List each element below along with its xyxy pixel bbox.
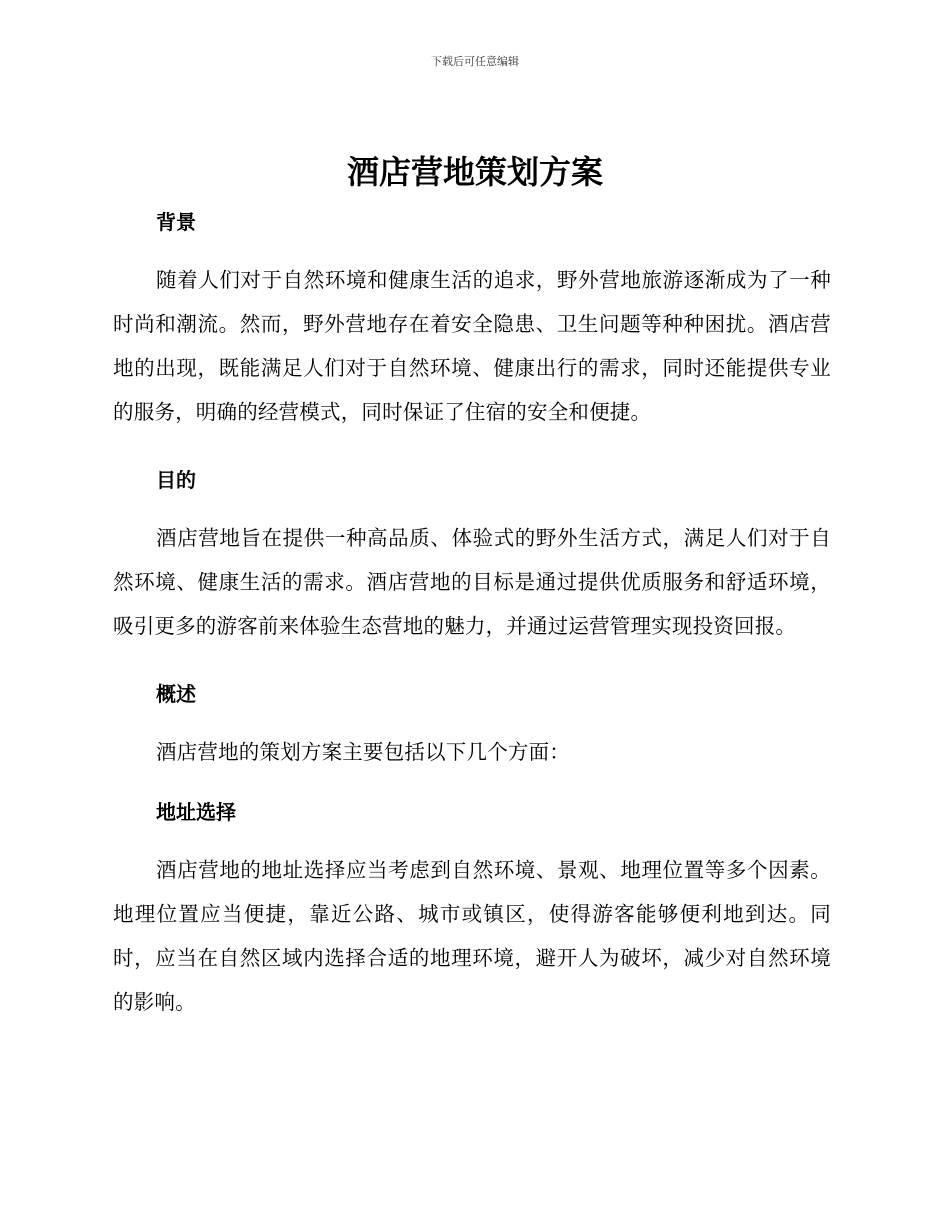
section-heading-background: 背景 [156,210,196,234]
paragraph-site-selection: 酒店营地的地址选择应当考虑到自然环境、景观、地理位置等多个因素。地理位置应当便捷，靠近公路、城市或镇区，使得游客能够便利地到达。同时，应当在自然区域内选择合适的地理环境，避开人为破坏，减少对自然环境的影响。 [113,858,831,1014]
paragraph-purpose: 酒店营地旨在提供一种高品质、体验式的野外生活方式，满足人们对于自然环境、健康生活的需求。酒店营地的目标是通过提供优质服务和舒适环境，吸引更多的游客前来体验生态营地的魅力，并通过运营管理实现投资回报。 [113,526,831,638]
section-heading-site-selection: 地址选择 [156,800,236,824]
paragraph-overview: 酒店营地的策划方案主要包括以下几个方面： [156,740,570,764]
section-heading-overview: 概述 [156,682,196,706]
document-title: 酒店营地策划方案 [346,153,603,191]
page-header-note: 下载后可任意编辑 [431,55,519,68]
paragraph-background: 随着人们对于自然环境和健康生活的追求，野外营地旅游逐渐成为了一种时尚和潮流。然而，野外营地存在着安全隐患、卫生问题等种种困扰。酒店营地的出现，既能满足人们对于自然环境、健康出行的需求，同时还能提供专业的服务，明确的经营模式，同时保证了住宿的安全和便捷。 [113,268,831,424]
section-heading-purpose: 目的 [156,468,196,492]
document-body [113,200,831,1024]
